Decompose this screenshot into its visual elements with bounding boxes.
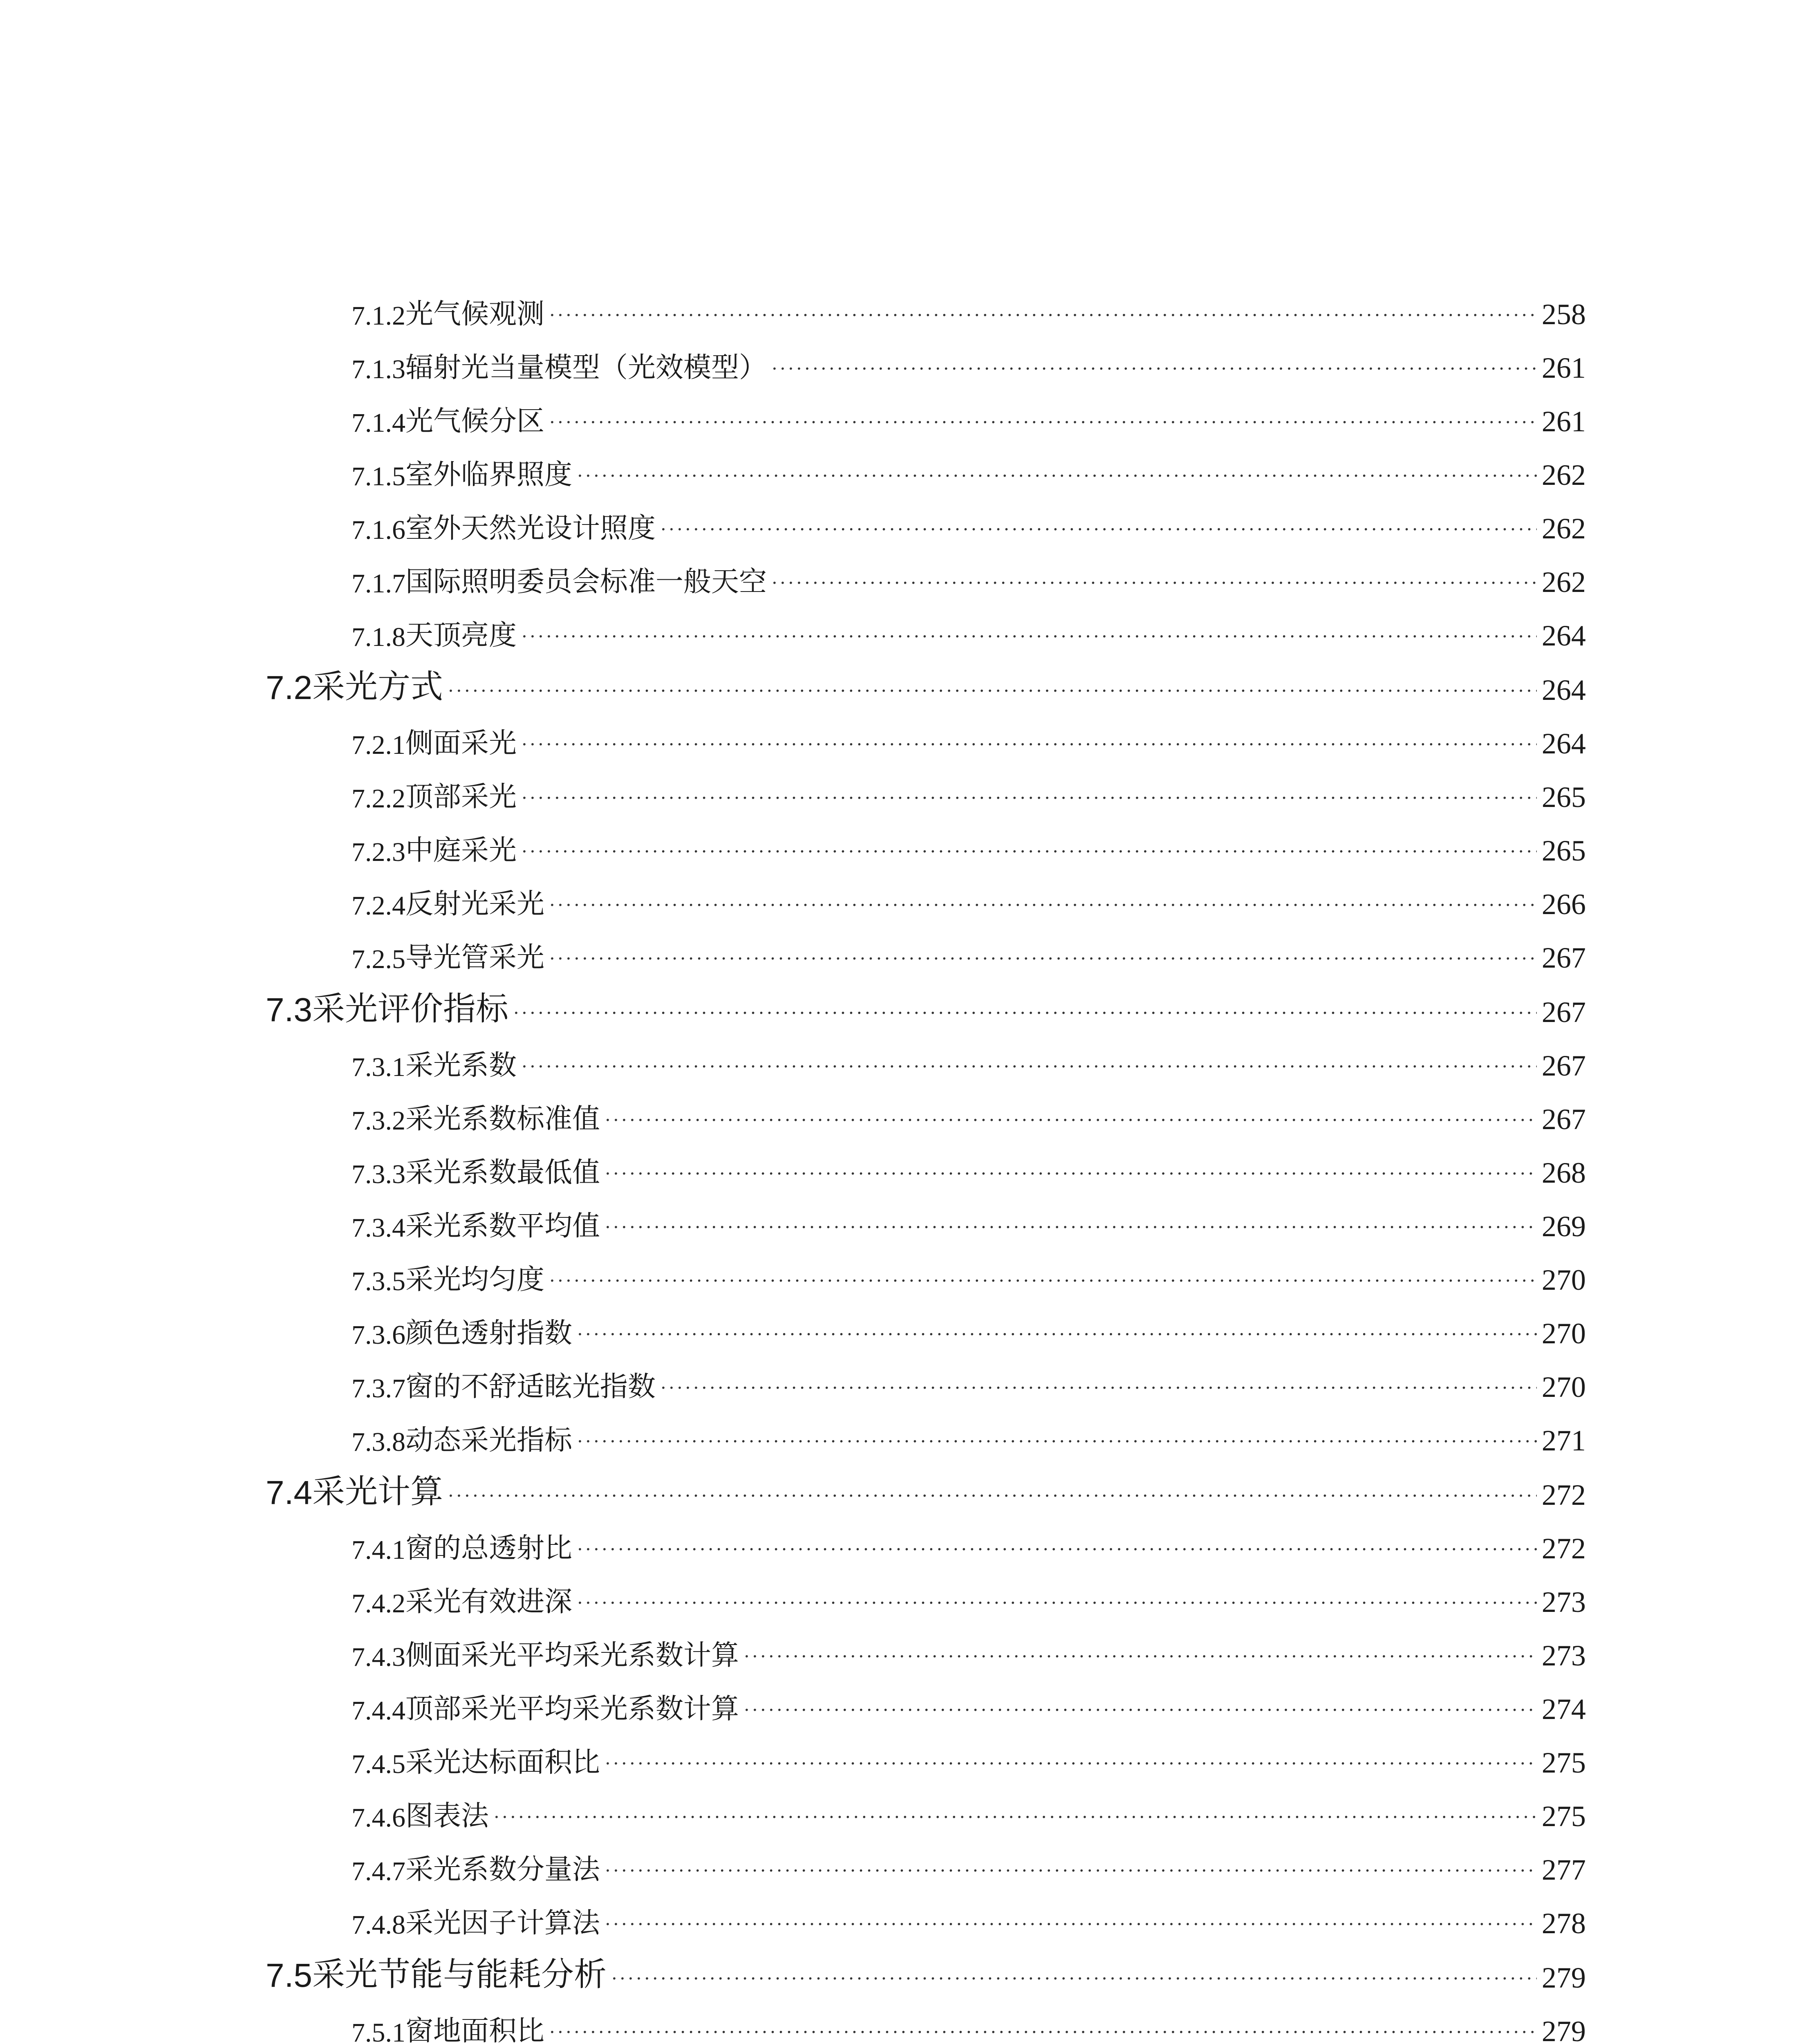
dot-leader	[660, 519, 1537, 540]
dot-leader	[772, 573, 1537, 594]
toc-entry-number: 7.1.4	[352, 408, 405, 438]
toc-entry-page: 271	[1542, 1424, 1586, 1457]
toc-entry-title: 采光系数标准值	[405, 1103, 600, 1135]
toc-section-entry[interactable]	[253, 653, 1586, 707]
toc-entry-page: 262	[1542, 459, 1586, 491]
toc-subsection-entry[interactable]	[253, 439, 1586, 492]
toc-entry-page: 266	[1542, 888, 1586, 921]
toc-subsection-entry[interactable]	[253, 761, 1586, 814]
dot-leader	[744, 1700, 1537, 1721]
toc-entry-number: 7.2	[266, 669, 312, 706]
toc-entry-number: 7.2.5	[352, 944, 405, 974]
dot-leader	[577, 1539, 1537, 1560]
toc-subsection-entry[interactable]	[253, 1619, 1586, 1673]
toc-entry-page: 277	[1542, 1853, 1586, 1886]
toc-entry-title: 采光达标面积比	[405, 1746, 600, 1779]
dot-leader	[549, 895, 1537, 916]
toc-entry-page: 262	[1542, 566, 1586, 598]
toc-entry-page: 279	[1542, 2015, 1586, 2044]
toc-entry-page: 272	[1542, 1532, 1586, 1565]
toc-entry-number: 7.1.8	[352, 622, 405, 652]
toc-subsection-entry[interactable]	[253, 1780, 1586, 1833]
toc-entry-title: 图表法	[405, 1800, 489, 1832]
toc-entry-title: 侧面采光平均采光系数计算	[405, 1639, 739, 1672]
toc-entry-page: 273	[1542, 1586, 1586, 1618]
toc-entry-number: 7.4.7	[352, 1856, 405, 1886]
toc-entry-title: 窗的总透射比	[405, 1532, 573, 1564]
toc-entry-number: 7.4	[266, 1474, 312, 1511]
toc-entry-title: 国际照明委员会标准一般天空	[405, 566, 767, 598]
toc-entry-number: 7.1.7	[352, 569, 405, 598]
toc-entry-number: 7.3.2	[352, 1106, 405, 1136]
toc-subsection-entry[interactable]	[253, 814, 1586, 868]
toc-subsection-entry[interactable]	[253, 1404, 1586, 1458]
toc-entry-page: 273	[1542, 1639, 1586, 1672]
toc-entry-number: 7.3.3	[352, 1159, 405, 1189]
toc-subsection-entry[interactable]	[253, 1887, 1586, 1941]
toc-entry-number: 7.5	[266, 1957, 312, 1994]
toc-entry-number: 7.1.5	[352, 462, 405, 491]
toc-subsection-entry[interactable]	[253, 1726, 1586, 1780]
toc-entry-title: 采光有效进深	[405, 1586, 573, 1618]
toc-entry-title: 采光节能与能耗分析	[312, 1955, 607, 1993]
dot-leader	[611, 1968, 1537, 1989]
toc-subsection-entry[interactable]	[253, 385, 1586, 439]
toc-entry-number: 7.3.6	[352, 1320, 405, 1350]
toc-entry-number: 7.3.5	[352, 1266, 405, 1296]
dot-leader	[549, 412, 1537, 433]
toc-entry-title: 反射光采光	[405, 888, 545, 920]
toc-subsection-entry[interactable]	[253, 707, 1586, 761]
dot-leader	[522, 841, 1537, 862]
toc-entry-number: 7.4.5	[352, 1749, 405, 1779]
toc-entry-page: 264	[1542, 619, 1586, 652]
toc-entry-number: 7.2.4	[352, 891, 405, 921]
toc-section-entry[interactable]	[253, 1941, 1586, 1995]
toc-entry-page: 264	[1542, 674, 1586, 706]
dot-leader	[549, 305, 1537, 326]
toc-subsection-entry[interactable]	[253, 1995, 1586, 2044]
toc-entry-number: 7.3.7	[352, 1374, 405, 1403]
dot-leader	[772, 359, 1537, 379]
toc-entry-page: 265	[1542, 834, 1586, 867]
toc-entry-page: 270	[1542, 1317, 1586, 1350]
toc-subsection-entry[interactable]	[253, 1297, 1586, 1351]
toc-entry-number: 7.1.6	[352, 515, 405, 545]
dot-leader	[522, 788, 1537, 809]
toc-entry-title: 顶部采光	[405, 781, 517, 813]
toc-entry-title: 窗地面积比	[405, 2015, 545, 2044]
toc-entry-number: 7.3	[266, 991, 312, 1029]
dot-leader	[494, 1807, 1537, 1828]
toc-section-entry[interactable]	[253, 1458, 1586, 1512]
toc-entry-title: 导光管采光	[405, 941, 545, 974]
toc-subsection-entry[interactable]	[253, 1083, 1586, 1136]
toc-entry-title: 采光计算	[312, 1472, 443, 1511]
toc-entry-number: 7.4.6	[352, 1803, 405, 1833]
toc-entry-title: 采光因子计算法	[405, 1907, 600, 1939]
toc-entry-title: 采光系数平均值	[405, 1210, 600, 1242]
toc-entry-title: 动态采光指标	[405, 1424, 573, 1457]
toc-entry-page: 261	[1542, 405, 1586, 438]
toc-entry-number: 7.3.4	[352, 1213, 405, 1243]
toc-entry-title: 采光系数	[405, 1049, 517, 1082]
dot-leader	[549, 2022, 1537, 2043]
toc-entry-page: 267	[1542, 941, 1586, 974]
toc-entry-page: 265	[1542, 781, 1586, 814]
dot-leader	[522, 734, 1537, 755]
toc-entry-title: 天顶亮度	[405, 619, 517, 652]
toc-subsection-entry[interactable]	[253, 1833, 1586, 1887]
dot-leader	[549, 1271, 1537, 1291]
toc-entry-title: 采光系数分量法	[405, 1853, 600, 1886]
toc-entry-number: 7.4.4	[352, 1696, 405, 1726]
toc-entry-title: 采光方式	[312, 668, 443, 706]
toc-entry-title: 侧面采光	[405, 727, 517, 760]
toc-subsection-entry[interactable]	[253, 1190, 1586, 1244]
toc-entry-page: 274	[1542, 1693, 1586, 1726]
toc-entry-number: 7.1.2	[352, 301, 405, 331]
toc-entry-page: 275	[1542, 1746, 1586, 1779]
toc-entry-page: 262	[1542, 512, 1586, 545]
dot-leader	[660, 1378, 1537, 1399]
toc-entry-number: 7.5.1	[352, 2018, 405, 2044]
toc-entry-number: 7.3.8	[352, 1427, 405, 1457]
toc-subsection-entry[interactable]	[253, 1244, 1586, 1297]
toc-entry-page: 267	[1542, 1049, 1586, 1082]
toc-subsection-entry[interactable]	[253, 492, 1586, 546]
dot-leader	[549, 948, 1537, 969]
toc-section-entry[interactable]	[253, 975, 1586, 1029]
dot-leader	[605, 1163, 1537, 1184]
toc-entry-page: 268	[1542, 1156, 1586, 1189]
toc-subsection-entry[interactable]	[253, 868, 1586, 921]
dot-leader	[577, 1431, 1537, 1452]
toc-entry-number: 7.4.8	[352, 1910, 405, 1940]
dot-leader	[605, 1753, 1537, 1774]
toc-subsection-entry[interactable]	[253, 1351, 1586, 1404]
toc-entry-page: 270	[1542, 1264, 1586, 1296]
toc-subsection-entry[interactable]	[253, 1673, 1586, 1726]
toc-entry-number: 7.1.3	[352, 354, 405, 384]
toc-subsection-entry[interactable]	[253, 1136, 1586, 1190]
dot-leader	[577, 466, 1537, 486]
toc-entry-title: 光气候分区	[405, 405, 545, 437]
toc-entry-number: 7.2.1	[352, 730, 405, 760]
dot-leader	[522, 626, 1537, 647]
toc-subsection-entry[interactable]	[253, 278, 1586, 332]
toc-entry-number: 7.4.2	[352, 1589, 405, 1618]
toc-entry-number: 7.3.1	[352, 1052, 405, 1082]
toc-subsection-entry[interactable]	[253, 1566, 1586, 1619]
dot-leader	[448, 681, 1537, 702]
toc-entry-page: 261	[1542, 352, 1586, 384]
toc-entry-number: 7.2.2	[352, 784, 405, 814]
dot-leader	[605, 1914, 1537, 1935]
toc-entry-number: 7.2.3	[352, 837, 405, 867]
toc-entry-page: 278	[1542, 1907, 1586, 1940]
toc-entry-title: 颜色透射指数	[405, 1317, 573, 1349]
toc-entry-title: 室外天然光设计照度	[405, 512, 656, 545]
toc-entry-page: 269	[1542, 1210, 1586, 1243]
toc-subsection-entry[interactable]	[253, 599, 1586, 653]
toc-entry-page: 267	[1542, 996, 1586, 1029]
toc-entry-page: 272	[1542, 1479, 1586, 1511]
toc-entry-title: 顶部采光平均采光系数计算	[405, 1693, 739, 1725]
toc-entry-page: 279	[1542, 1961, 1586, 1994]
toc-entry-page: 258	[1542, 298, 1586, 331]
toc-entry-number: 7.4.3	[352, 1642, 405, 1672]
dot-leader	[605, 1110, 1537, 1131]
toc-entry-title: 辐射光当量模型（光效模型）	[405, 352, 767, 384]
dot-leader	[513, 1003, 1537, 1024]
toc-subsection-entry[interactable]	[253, 1512, 1586, 1566]
toc-entry-title: 光气候观测	[405, 298, 545, 330]
toc-subsection-entry[interactable]	[253, 1029, 1586, 1083]
toc-entry-title: 采光系数最低值	[405, 1156, 600, 1189]
toc-entry-page: 267	[1542, 1103, 1586, 1136]
dot-leader	[605, 1217, 1537, 1238]
dot-leader	[448, 1486, 1537, 1506]
toc-entry-title: 室外临界照度	[405, 459, 573, 491]
toc-subsection-entry[interactable]	[253, 546, 1586, 599]
toc-entry-number: 7.4.1	[352, 1535, 405, 1565]
toc-entry-title: 中庭采光	[405, 834, 517, 867]
toc-entry-page: 275	[1542, 1800, 1586, 1833]
table-of-contents	[253, 278, 1586, 2044]
dot-leader	[522, 1056, 1537, 1077]
dot-leader	[577, 1324, 1537, 1345]
toc-entry-title: 窗的不舒适眩光指数	[405, 1371, 656, 1403]
toc-entry-page: 270	[1542, 1371, 1586, 1403]
toc-entry-page: 264	[1542, 727, 1586, 760]
toc-entry-title: 采光评价指标	[312, 990, 508, 1028]
dot-leader	[744, 1646, 1537, 1667]
toc-subsection-entry[interactable]	[253, 921, 1586, 975]
toc-subsection-entry[interactable]	[253, 332, 1586, 385]
dot-leader	[577, 1593, 1537, 1614]
toc-entry-title: 采光均匀度	[405, 1264, 545, 1296]
dot-leader	[605, 1860, 1537, 1881]
